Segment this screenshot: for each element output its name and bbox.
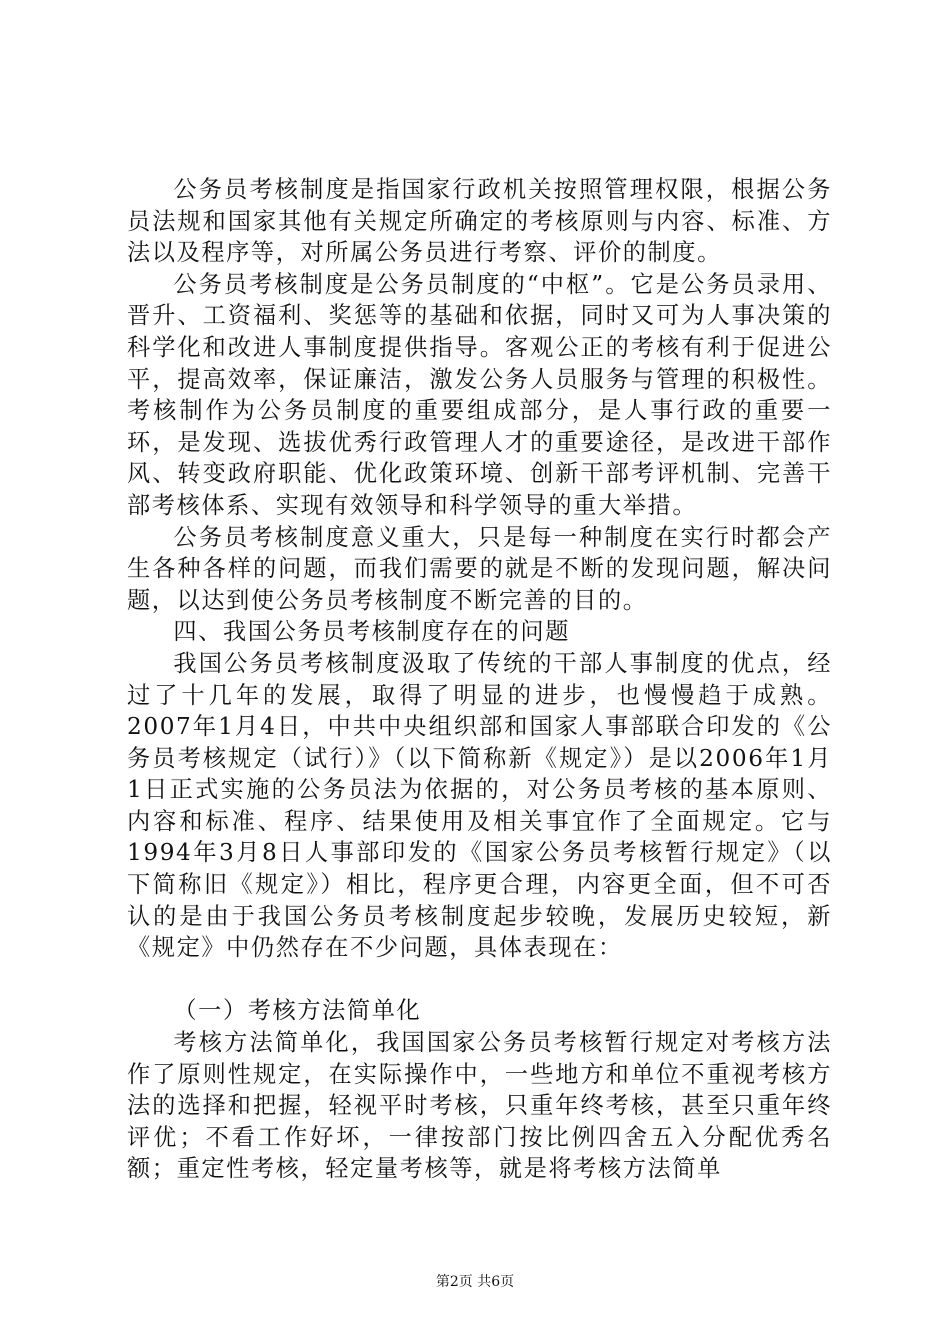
page-footer: 第2页 共6页 [435,1274,515,1290]
paragraph-methods: 考核方法简单化，我国国家公务员考核暂行规定对考核方法作了原则性规定，在实际操作中，一些地方和单位不重视考核方法的选择和把握，轻视平时考核，只重年终考核，甚至只重年终评优；不看工作好坏，一律按部门按比例四舍五入分配优秀名额；重定性考核，轻定量考核等，就是将考核方法简单 [127,1029,832,1183]
subsection-heading-methods: （一）考核方法简单化 [173,997,422,1025]
paragraph-problems-intro: 公务员考核制度意义重大，只是每一种制度在实行时都会产生各种各样的问题，而我们需要的就是不断的发现问题，解决问题，以达到使公务员考核制度不断完善的目的。 [127,523,832,614]
document-body [127,174,832,1185]
paragraph-significance: 公务员考核制度是公务员制度的“中枢”。它是公务员录用、晋升、工资福利、奖惩等的基础和依据，同时又可为人事决策的科学化和改进人事制度提供指导。客观公正的考核有利于促进公平，提高效率，保证廉洁，激发公务人员服务与管理的积极性。考核制作为公务员制度的重要组成部分，是人事行政的重要一环，是发现、选拔优秀行政管理人才的重要途径，是改进干部作风、转变政府职能、优化政策环境、创新干部考评机制、完善干部考核体系、实现有效领导和科学领导的重大举措。 [127,270,832,519]
paragraph-history: 我国公务员考核制度汲取了传统的干部人事制度的优点，经过了十几年的发展，取得了明显的进步，也慢慢趋于成熟。2007年1月4日，中共中央组织部和国家人事部联合印发的《公务员考核规定（试行）》（以下简称新《规定》）是以2006年1月1日正式实施的公务员法为依据的，对公务员考核的基本原则、内容和标准、程序、结果使用及相关事宜作了全面规定。它与1994年3月8日人事部印发的《国家公务员考核暂行规定》（以下简称旧《规定》）相比，程序更合理，内容更全面，但不可否认的是由于我国公务员考核制度起步较晚，发展历史较短，新《规定》中仍然存在不少问题，具体表现在： [127,649,832,962]
section-heading-problems: 四、我国公务员考核制度存在的问题 [173,618,570,646]
paragraph-spacer [127,964,832,996]
paragraph-definition: 公务员考核制度是指国家行政机关按照管理权限，根据公务员法规和国家其他有关规定所确定的考核原则与内容、标准、方法以及程序等，对所属公务员进行考察、评价的制度。 [127,176,832,267]
